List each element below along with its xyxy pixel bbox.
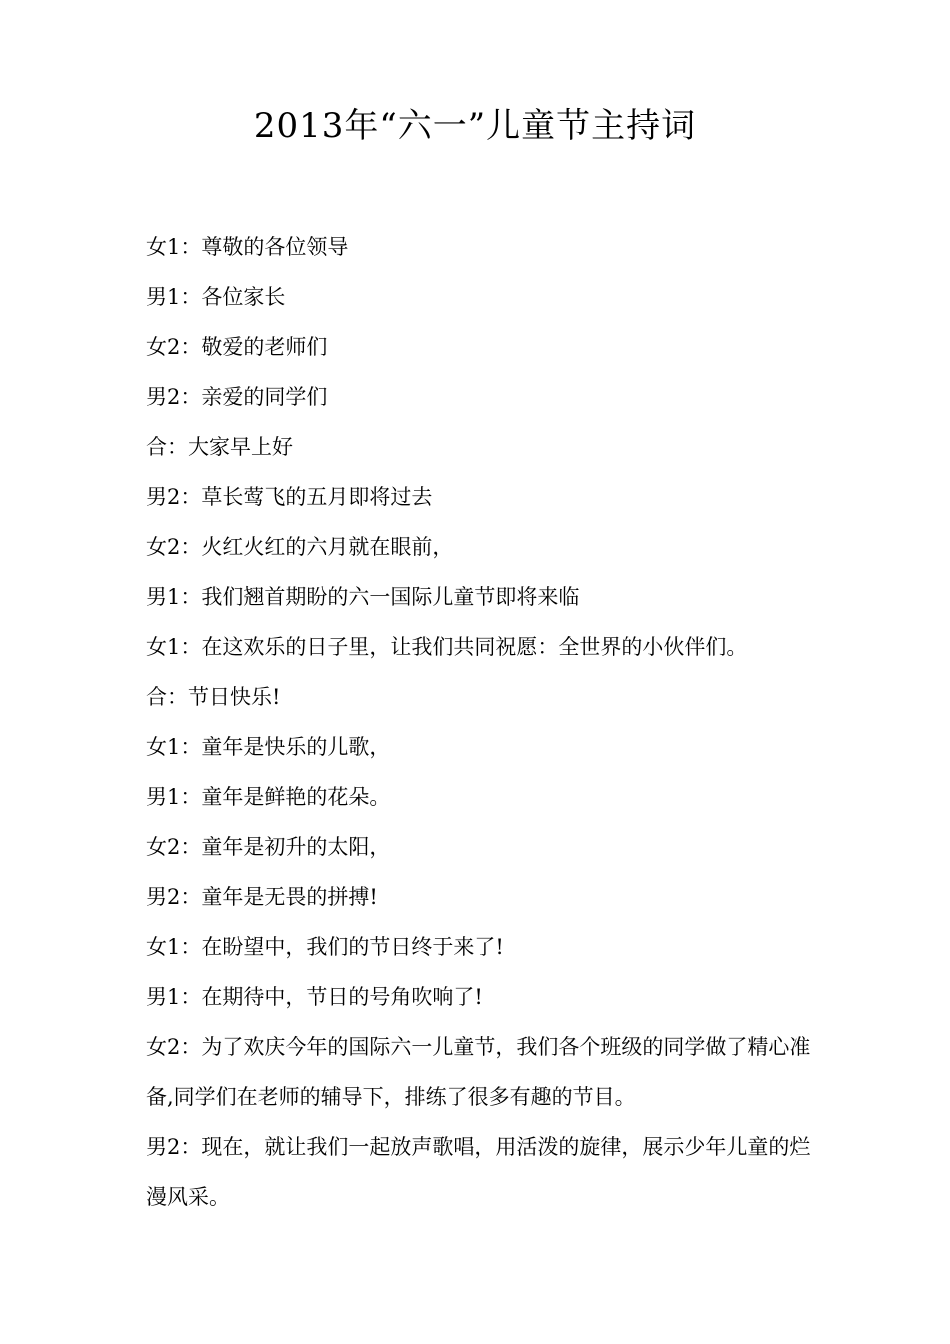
script-line: 女2：为了欢庆今年的国际六一儿童节，我们各个班级的同学做了精心准备,同学们在老师的辅导下，排练了很多有趣的节目。	[146, 1035, 811, 1109]
script-line: 女1：童年是快乐的儿歌，	[146, 735, 391, 759]
script-line: 合：节日快乐!	[146, 685, 281, 709]
script-line: 女2：敬爱的老师们	[146, 335, 328, 359]
script-line: 女2：火红火红的六月就在眼前，	[146, 535, 454, 559]
script-line: 合：大家早上好	[146, 435, 293, 459]
script-line: 男1：各位家长	[146, 285, 286, 309]
script-line: 男1：童年是鲜艳的花朵。	[146, 785, 391, 809]
script-line: 女1：在这欢乐的日子里，让我们共同祝愿：全世界的小伙伴们。	[146, 635, 748, 659]
script-line: 女2：童年是初升的太阳，	[146, 835, 391, 859]
script-line: 男2：童年是无畏的拼搏!	[146, 885, 378, 909]
script-line: 男1：在期待中，节日的号角吹响了!	[146, 985, 483, 1009]
script-line: 男2：亲爱的同学们	[146, 385, 328, 409]
script-line: 女1：在盼望中，我们的节日终于来了!	[146, 935, 504, 959]
script-line: 男1：我们翘首期盼的六一国际儿童节即将来临	[146, 585, 580, 609]
script-body	[146, 222, 814, 1222]
script-line: 男2：现在，就让我们一起放声歌唱，用活泼的旋律，展示少年儿童的烂漫风采。	[146, 1135, 811, 1209]
document-title: 2013年“六一”儿童节主持词	[253, 106, 697, 146]
script-line: 女1：尊敬的各位领导	[146, 235, 349, 259]
script-line: 男2：草长莺飞的五月即将过去	[146, 485, 433, 509]
